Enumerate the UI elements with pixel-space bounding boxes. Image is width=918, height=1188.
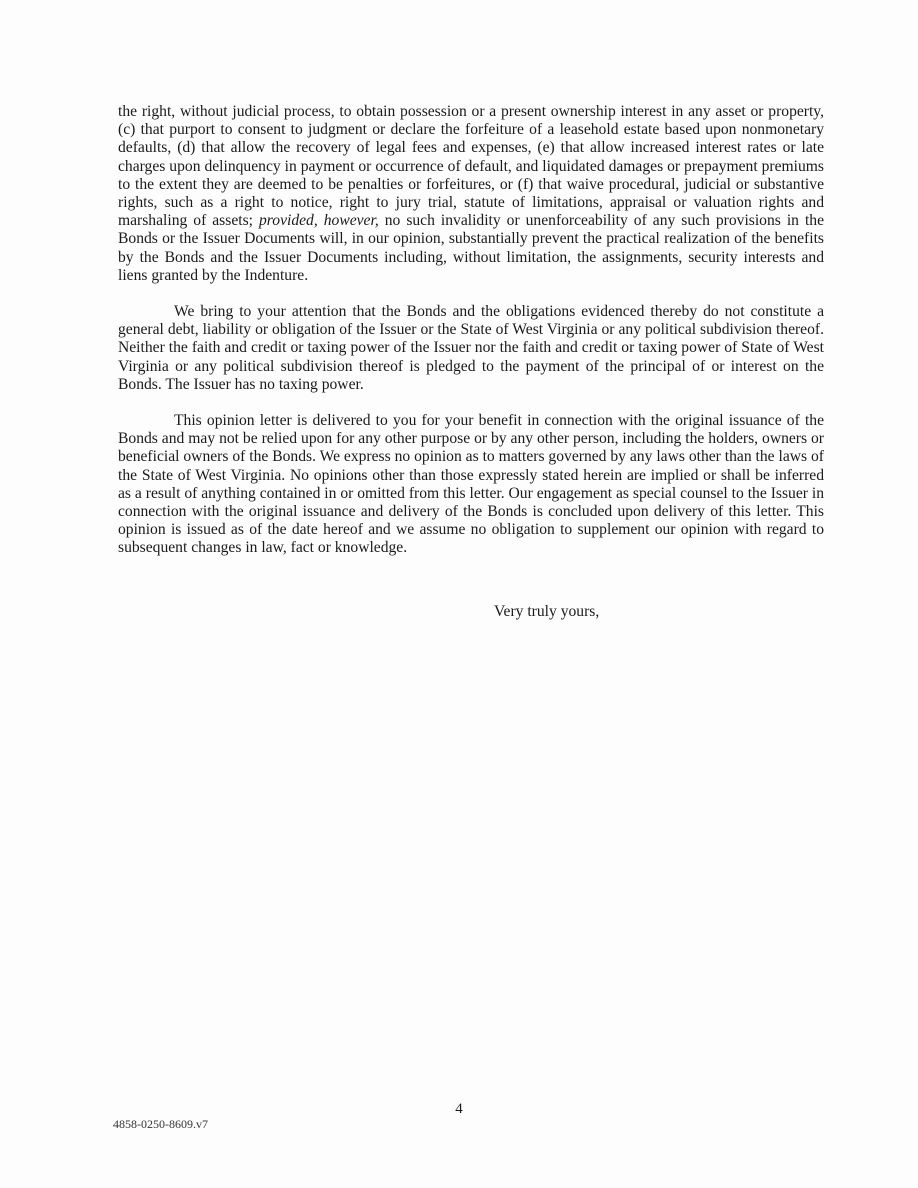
paragraph-reliance: This opinion letter is delivered to you for your benefit in connection with the original issuance of the Bonds and may not be relied upon for any other purpose or by any other person, including the holders, owners or beneficial owners of the Bonds. We express no opinion as to matters governed by any laws other than the laws of the State of West Virginia. No opinions other than those expressly stated herein are implied or shall be inferred as a result of anything contained in or omitted from this letter. Our engagement as special counsel to the Issuer in connection with the original issuance and delivery of the Bonds is concluded upon delivery of this letter. This opinion is issued as of the date hereof and we assume no obligation to supplement our opinion with regard to subsequent changes in law, fact or knowledge. bbox=[118, 412, 824, 557]
paragraph-continuation bbox=[118, 103, 824, 285]
paragraph-1-italic-proviso: provided, however, bbox=[258, 212, 379, 230]
paragraph-1-text-before: the right, without judicial process, to obtain possession or a present ownership interest in any asset or property, (c) that purport to consent to judgment or declare the forfeiture of a leasehold estate based upon nonmonetary defaults, (d) that allow the recovery of legal fees and expenses, (e) that allow increased interest rates or late charges upon delinquency in payment or occurrence of default, and liquidated damages or prepayment premiums to the extent they are deemed to be penalties or forfeitures, or (f) that waive procedural, judicial or substantive rights, such as a right to notice, right to jury trial, statute of limitations, appraisal or valuation rights and marshaling of assets; bbox=[118, 103, 824, 230]
letter-body bbox=[118, 103, 824, 576]
paragraph-1-text-after: no such invalidity or unenforceability of any such provisions in the Bonds or the Issuer Documents will, in our opinion, substantially prevent the practical realization of the benefits by the Bonds and the Issuer Documents including, without limitation, the assignments, security interests and liens granted by the Indenture. bbox=[118, 212, 825, 284]
document-id: 4858-0250-8609.v7 bbox=[113, 1117, 208, 1131]
page-number: 4 bbox=[455, 1101, 463, 1117]
paragraph-attention: We bring to your attention that the Bonds and the obligations evidenced thereby do not constitute a general debt, liability or obligation of the Issuer or the State of West Virginia or any political subdivision thereof. Neither the faith and credit or taxing power of the Issuer nor the faith and credit or taxing power of State of West Virginia or any political subdivision thereof is pledged to the payment of the principal of or interest on the Bonds. The Issuer has no taxing power. bbox=[118, 303, 824, 393]
closing-salutation: Very truly yours, bbox=[494, 603, 600, 620]
